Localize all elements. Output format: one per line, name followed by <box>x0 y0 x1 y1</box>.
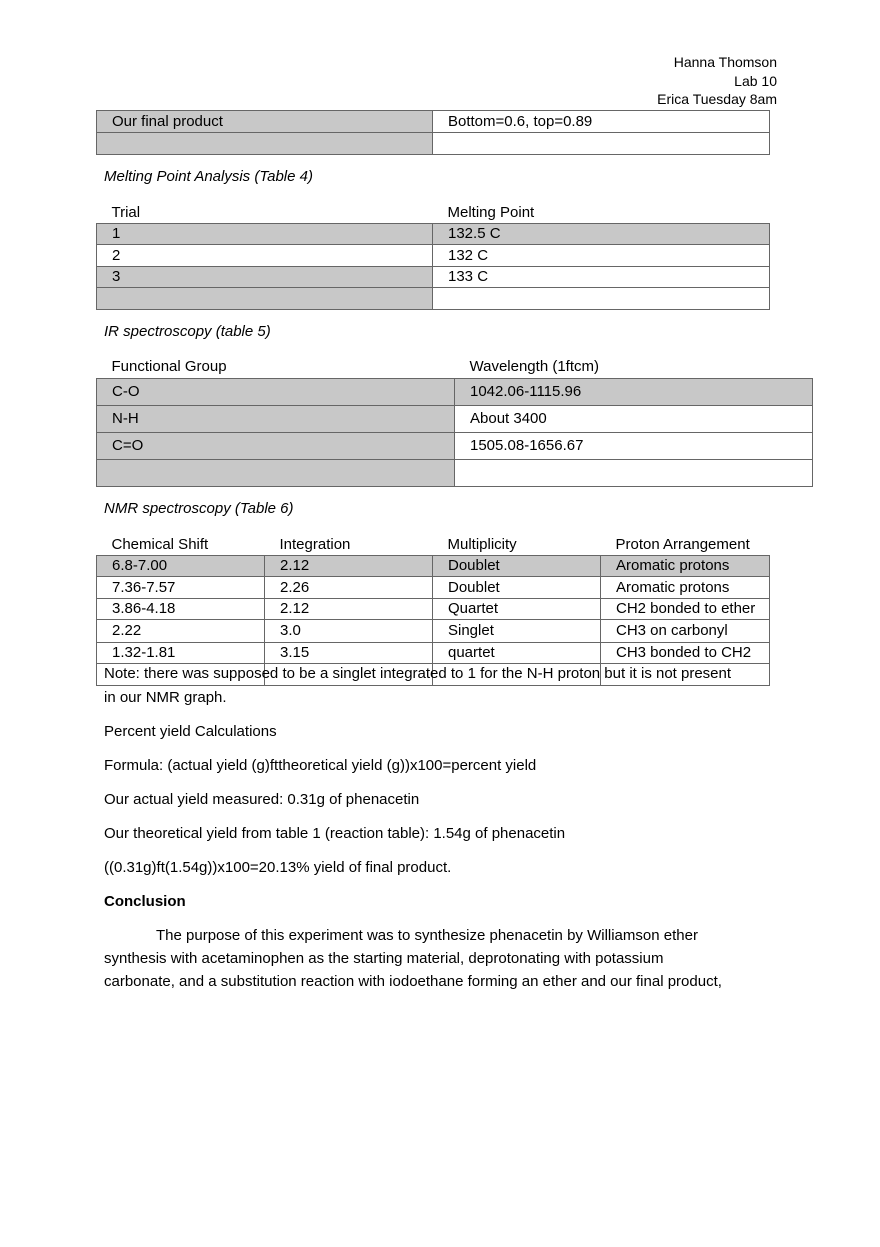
table-row <box>97 619 770 642</box>
nmr-note-line1: Note: there was supposed to be a singlet integrated to 1 for the N-H proton but it is not present <box>104 665 732 682</box>
column-header: Multiplicity <box>447 535 517 553</box>
table-cell: 2.22 <box>97 619 265 642</box>
table-cell: N-H <box>97 405 455 432</box>
nmr-caption: NMR spectroscopy (Table 6) <box>104 500 294 517</box>
table-cell: Our final product <box>97 111 433 133</box>
theoretical-yield: Our theoretical yield from table 1 (reaction table): 1.54g of phenacetin <box>104 825 566 842</box>
lab-number: Lab 10 <box>734 72 777 89</box>
melting-caption: Melting Point Analysis (Table 4) <box>104 168 313 185</box>
table-row <box>97 405 813 432</box>
table-row <box>97 459 813 486</box>
table-cell: 133 C <box>433 266 770 287</box>
table-cell: 2.26 <box>265 576 433 598</box>
column-header: Melting Point <box>447 203 535 221</box>
table-cell <box>433 287 770 309</box>
lab-section: Erica Tuesday 8am <box>657 91 777 107</box>
table-cell: CH3 bonded to CH2 <box>601 642 770 663</box>
table-cell <box>433 133 770 155</box>
table-cell <box>97 133 433 155</box>
yield-heading: Percent yield Calculations <box>104 723 277 740</box>
conclusion-line2: synthesis with acetaminophen as the starting material, deprotonating with potassium <box>104 950 664 967</box>
author-name: Hanna Thomson <box>673 54 777 70</box>
conclusion-heading: Conclusion <box>104 893 186 910</box>
table-cell: 6.8-7.00 <box>97 555 265 576</box>
table-row <box>97 244 770 266</box>
table-row <box>97 266 770 287</box>
conclusion-line3: carbonate, and a substitution reaction with iodoethane forming an ether and our final product, <box>104 973 722 990</box>
table-cell: C-O <box>97 378 455 405</box>
yield-formula: Formula: (actual yield (g)fttheoretical yield (g))x100=percent yield <box>104 757 537 774</box>
nmr-note-line2: in our NMR graph. <box>104 689 227 706</box>
ir-table <box>96 356 813 487</box>
table-cell: About 3400 <box>455 405 813 432</box>
table-cell: 2 <box>97 244 433 266</box>
column-header: Integration <box>279 535 351 553</box>
table-cell: Doublet <box>433 576 601 598</box>
yield-result: ((0.31g)ft(1.54g))x100=20.13% yield of final product. <box>104 859 452 876</box>
table-cell: Aromatic protons <box>601 555 770 576</box>
table-row <box>97 598 770 619</box>
table-cell: 132.5 C <box>433 223 770 244</box>
table-cell: Doublet <box>433 555 601 576</box>
table-row <box>97 133 770 155</box>
table-cell: Aromatic protons <box>601 576 770 598</box>
table-cell: 3.86-4.18 <box>97 598 265 619</box>
table-cell <box>97 459 455 486</box>
table-header-row <box>97 534 770 555</box>
table-row <box>97 642 770 663</box>
table-row <box>97 287 770 309</box>
column-header: Wavelength (1ftcm) <box>469 358 599 376</box>
table-row <box>97 576 770 598</box>
column-header: Chemical Shift <box>111 535 209 553</box>
table-row <box>97 223 770 244</box>
actual-yield: Our actual yield measured: 0.31g of phenacetin <box>104 791 420 808</box>
conclusion-line1: The purpose of this experiment was to synthesize phenacetin by Williamson ether <box>156 927 698 944</box>
header-block <box>657 53 777 109</box>
table-cell: Quartet <box>433 598 601 619</box>
table-cell: 3 <box>97 266 433 287</box>
table-cell <box>455 459 813 486</box>
table-cell: 3.15 <box>265 642 433 663</box>
column-header: Proton Arrangement <box>615 535 750 553</box>
table-row <box>97 555 770 576</box>
table-cell: CH3 on carbonyl <box>601 619 770 642</box>
table-cell: 1042.06-1115.96 <box>455 378 813 405</box>
table-header-row <box>97 202 770 223</box>
table-cell: 7.36-7.57 <box>97 576 265 598</box>
table-cell: Bottom=0.6, top=0.89 <box>433 111 770 133</box>
nmr-table <box>96 534 770 686</box>
table-cell: 1505.08-1656.67 <box>455 432 813 459</box>
melting-table <box>96 202 770 310</box>
table-cell: 3.0 <box>265 619 433 642</box>
rf-table <box>96 110 770 155</box>
ir-caption: IR spectroscopy (table 5) <box>104 323 271 340</box>
table-cell: CH2 bonded to ether <box>601 598 770 619</box>
column-header: Functional Group <box>111 358 227 376</box>
table-cell: Singlet <box>433 619 601 642</box>
table-row <box>97 432 813 459</box>
table-cell: 2.12 <box>265 598 433 619</box>
table-cell <box>97 287 433 309</box>
table-cell: 132 C <box>433 244 770 266</box>
table-header-row <box>97 356 813 378</box>
table-cell: quartet <box>433 642 601 663</box>
table-row <box>97 378 813 405</box>
table-cell: 1 <box>97 223 433 244</box>
table-cell: 1.32-1.81 <box>97 642 265 663</box>
table-cell: C=O <box>97 432 455 459</box>
table-row <box>97 111 770 133</box>
column-header: Trial <box>111 203 141 221</box>
table-cell: 2.12 <box>265 555 433 576</box>
